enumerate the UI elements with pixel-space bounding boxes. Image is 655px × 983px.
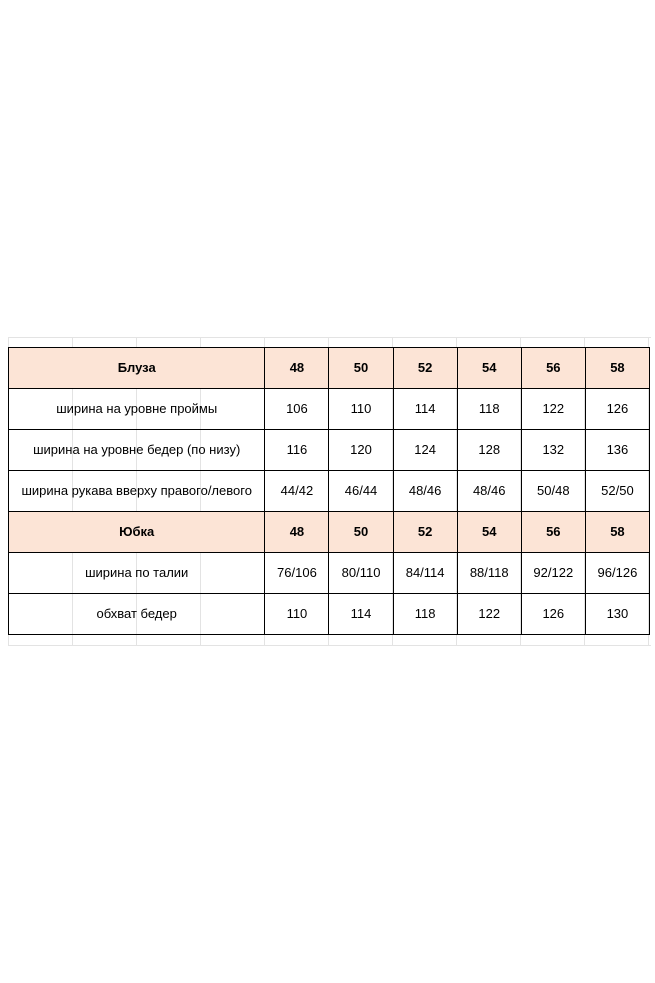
value-cell: 48/46 xyxy=(393,471,457,512)
value-cell: 92/122 xyxy=(521,553,585,594)
value-cell: 116 xyxy=(265,430,329,471)
value-cell: 76/106 xyxy=(265,553,329,594)
value-cell: 48/46 xyxy=(457,471,521,512)
value-cell: 126 xyxy=(585,389,649,430)
row-label: ширина по талии xyxy=(9,553,265,594)
row-label: ширина на уровне бедер (по низу) xyxy=(9,430,265,471)
row-label: Блуза xyxy=(9,348,265,389)
value-cell: 118 xyxy=(457,389,521,430)
size-cell: 50 xyxy=(329,348,393,389)
value-cell: 80/110 xyxy=(329,553,393,594)
value-cell: 118 xyxy=(393,594,457,635)
table-row xyxy=(9,471,650,512)
table-row xyxy=(9,594,650,635)
size-cell: 56 xyxy=(521,348,585,389)
table-row-header-skirt xyxy=(9,512,650,553)
size-cell: 54 xyxy=(457,348,521,389)
table-row xyxy=(9,389,650,430)
size-chart-table xyxy=(8,347,650,635)
size-cell: 48 xyxy=(265,348,329,389)
value-cell: 128 xyxy=(457,430,521,471)
size-cell: 58 xyxy=(585,512,649,553)
value-cell: 44/42 xyxy=(265,471,329,512)
table-row-header-blouse xyxy=(9,348,650,389)
row-label: обхват бедер xyxy=(9,594,265,635)
value-cell: 126 xyxy=(521,594,585,635)
size-cell: 50 xyxy=(329,512,393,553)
size-cell: 56 xyxy=(521,512,585,553)
value-cell: 50/48 xyxy=(521,471,585,512)
value-cell: 110 xyxy=(329,389,393,430)
size-cell: 54 xyxy=(457,512,521,553)
value-cell: 136 xyxy=(585,430,649,471)
row-label: ширина рукава вверху правого/левого xyxy=(9,471,265,512)
size-cell: 52 xyxy=(393,348,457,389)
value-cell: 96/126 xyxy=(585,553,649,594)
value-cell: 132 xyxy=(521,430,585,471)
value-cell: 122 xyxy=(521,389,585,430)
value-cell: 88/118 xyxy=(457,553,521,594)
value-cell: 114 xyxy=(329,594,393,635)
table-row xyxy=(9,430,650,471)
row-label: ширина на уровне проймы xyxy=(9,389,265,430)
value-cell: 52/50 xyxy=(585,471,649,512)
value-cell: 106 xyxy=(265,389,329,430)
value-cell: 46/44 xyxy=(329,471,393,512)
size-cell: 52 xyxy=(393,512,457,553)
value-cell: 120 xyxy=(329,430,393,471)
value-cell: 124 xyxy=(393,430,457,471)
size-cell: 58 xyxy=(585,348,649,389)
value-cell: 122 xyxy=(457,594,521,635)
table-row xyxy=(9,553,650,594)
value-cell: 110 xyxy=(265,594,329,635)
value-cell: 84/114 xyxy=(393,553,457,594)
value-cell: 130 xyxy=(585,594,649,635)
size-cell: 48 xyxy=(265,512,329,553)
value-cell: 114 xyxy=(393,389,457,430)
row-label: Юбка xyxy=(9,512,265,553)
